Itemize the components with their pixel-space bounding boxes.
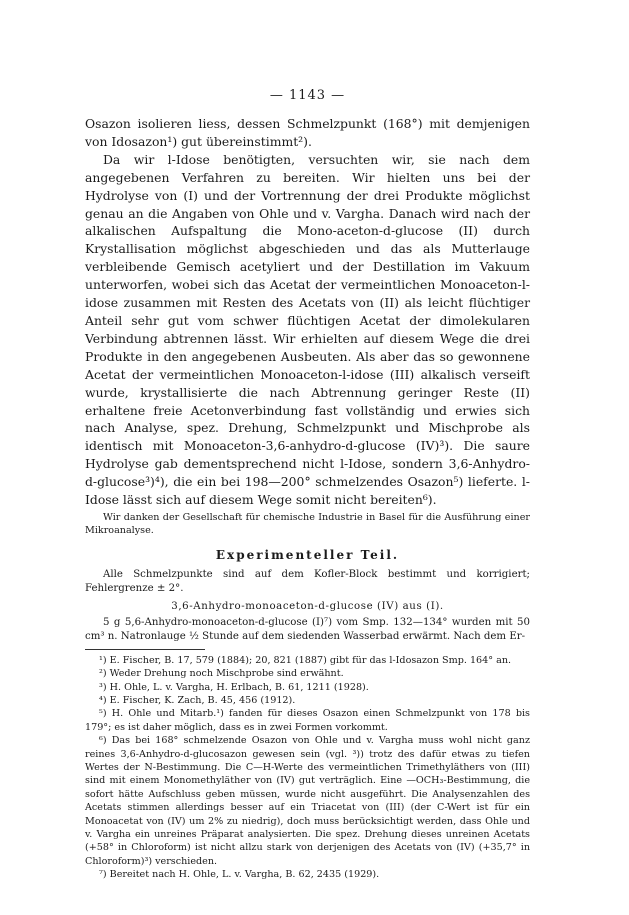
subsection-heading: 3,6-Anhydro-monoaceton-d-glucose (IV) aus (I).	[171, 600, 444, 612]
footnote-divider	[85, 649, 205, 650]
page-body	[85, 88, 530, 882]
footnote: ⁵) H. Ohle und Mitarb.¹) fanden für dieses Osazon einen Schmelzpunkt von 178 bis 179°; es ist daher möglich, dass es in zwei Formen vorkommt.	[85, 708, 530, 733]
thanks-text: Wir danken der Gesellschaft für chemische Industrie in Basel für die Ausführung einer Mikroanalyse.	[85, 511, 530, 537]
paragraph-1: Osazon isolieren liess, dessen Schmelzpunkt (168°) mit demjenigen von Idosazon¹) gut übereinstimmt²).	[85, 116, 530, 149]
footnote: ⁷) Bereitet nach H. Ohle, L. v. Vargha, B. 62, 2435 (1929).	[99, 869, 380, 881]
acknowledgement	[85, 511, 530, 538]
section-heading: Experimenteller Teil.	[215, 547, 400, 562]
experimental-text	[85, 568, 530, 644]
footnote: ⁶) Das bei 168° schmelzende Osazon von Ohle und v. Vargha muss wohl nicht ganz reines 3,6-Anhydro-d-glucosazon gewesen sein (vgl. ³)) trotz des dafür etwas zu tiefen Wertes der N-Bestimmung. Die C—H-Werte des vermeintlichen Trimethyläthers von (III) sind mit einem Monomethyläther von (IV) gut verträglich. Eine —OCH₃-Bestimmung, die sofort hätte Aufschluss geben müssen, wurde nicht ausgeführt. Die Analysenzahlen des Acetats stimmen allerdings besser auf ein Triacetat von (III) (der C-Wert ist für ein Monoacetat von (IV) um 2% zu niedrig), doch muss berücksichtigt werden, dass Ohle und v. Vargha ein unreines Präparat analysierten. Die spez. Drehung dieses unreinen Acetats (+58° in Chloroform) ist nicht allzu stark von derjenigen des Acetats von (IV) (+35,7° in Chloroform)³) verschieden.	[85, 735, 530, 867]
main-text	[85, 115, 530, 509]
footnote: ³) H. Ohle, L. v. Vargha, H. Erlbach, B. 61, 1211 (1928).	[99, 681, 369, 693]
footnote: ⁴) E. Fischer, K. Zach, B. 45, 456 (1912).	[99, 694, 296, 706]
footnote: ¹) E. Fischer, B. 17, 579 (1884); 20, 821 (1887) gibt für das l-Idosazon Smp. 164° an.	[99, 654, 512, 666]
page-number: — 1143 —	[269, 88, 346, 103]
paragraph-2: Da wir l-Idose benötigten, versuchten wir, sie nach dem angegebenen Verfahren zu bereiten. Wir hielten uns bei der Hydrolyse von (I) und der Vortrennung der drei Produkte möglichst genau an die Angaben von Ohle und v. Vargha. Danach wird nach der alkalischen Aufspaltung die Mono-aceton-d-glucose (II) durch Krystallisation möglichst abgeschieden und das als Mutterlauge verbleibende Gemisch acetyliert und der Destillation im Vakuum unterworfen, wobei sich das Acetat der vermeintlichen Monoaceton-l-idose zusammen mit Resten des Acetats von (II) als leicht flüchtiger Anteil sehr gut vom schwer flüchtigen Acetat der dimolekularen Verbindung abtrennen lässt. Wir erhielten auf diesem Wege die drei Produkte in den angegebenen Ausbeuten. Als aber das so gewonnene Acetat der vermeintlichen Monoaceton-l-idose (III) alkalisch verseift wurde, krystallisierte die nach Abtrennung geringer Reste (II) erhaltene freie Acetonverbindung fast vollständig und erwies sich nach Analyse, spez. Drehung, Schmelzpunkt und Mischprobe als identisch mit Monoaceton-3,6-anhydro-d-glucose (IV)³). Die saure Hydrolyse gab dementsprechend nicht l-Idose, sondern 3,6-Anhydro-d-glucose³)⁴), die ein bei 198—200° schmelzendes Osazon⁵) lieferte. l-Idose lässt sich auf diesem Wege somit nicht bereiten⁶).	[85, 151, 530, 508]
footnotes	[85, 654, 530, 882]
procedure-text: 5 g 5,6-Anhydro-monoaceton-d-glucose (I)⁷) vom Smp. 132—134° wurden mit 50 cm³ n. Natronlauge ½ Stunde auf dem siedenden Wasserbad erwärmt. Nach dem Er-	[85, 616, 530, 642]
melting-point-note: Alle Schmelzpunkte sind auf dem Kofler-Block bestimmt und korrigiert; Fehlergrenze ± 2°.	[85, 568, 530, 594]
footnote: ²) Weder Drehung noch Mischprobe sind erwähnt.	[99, 668, 344, 680]
